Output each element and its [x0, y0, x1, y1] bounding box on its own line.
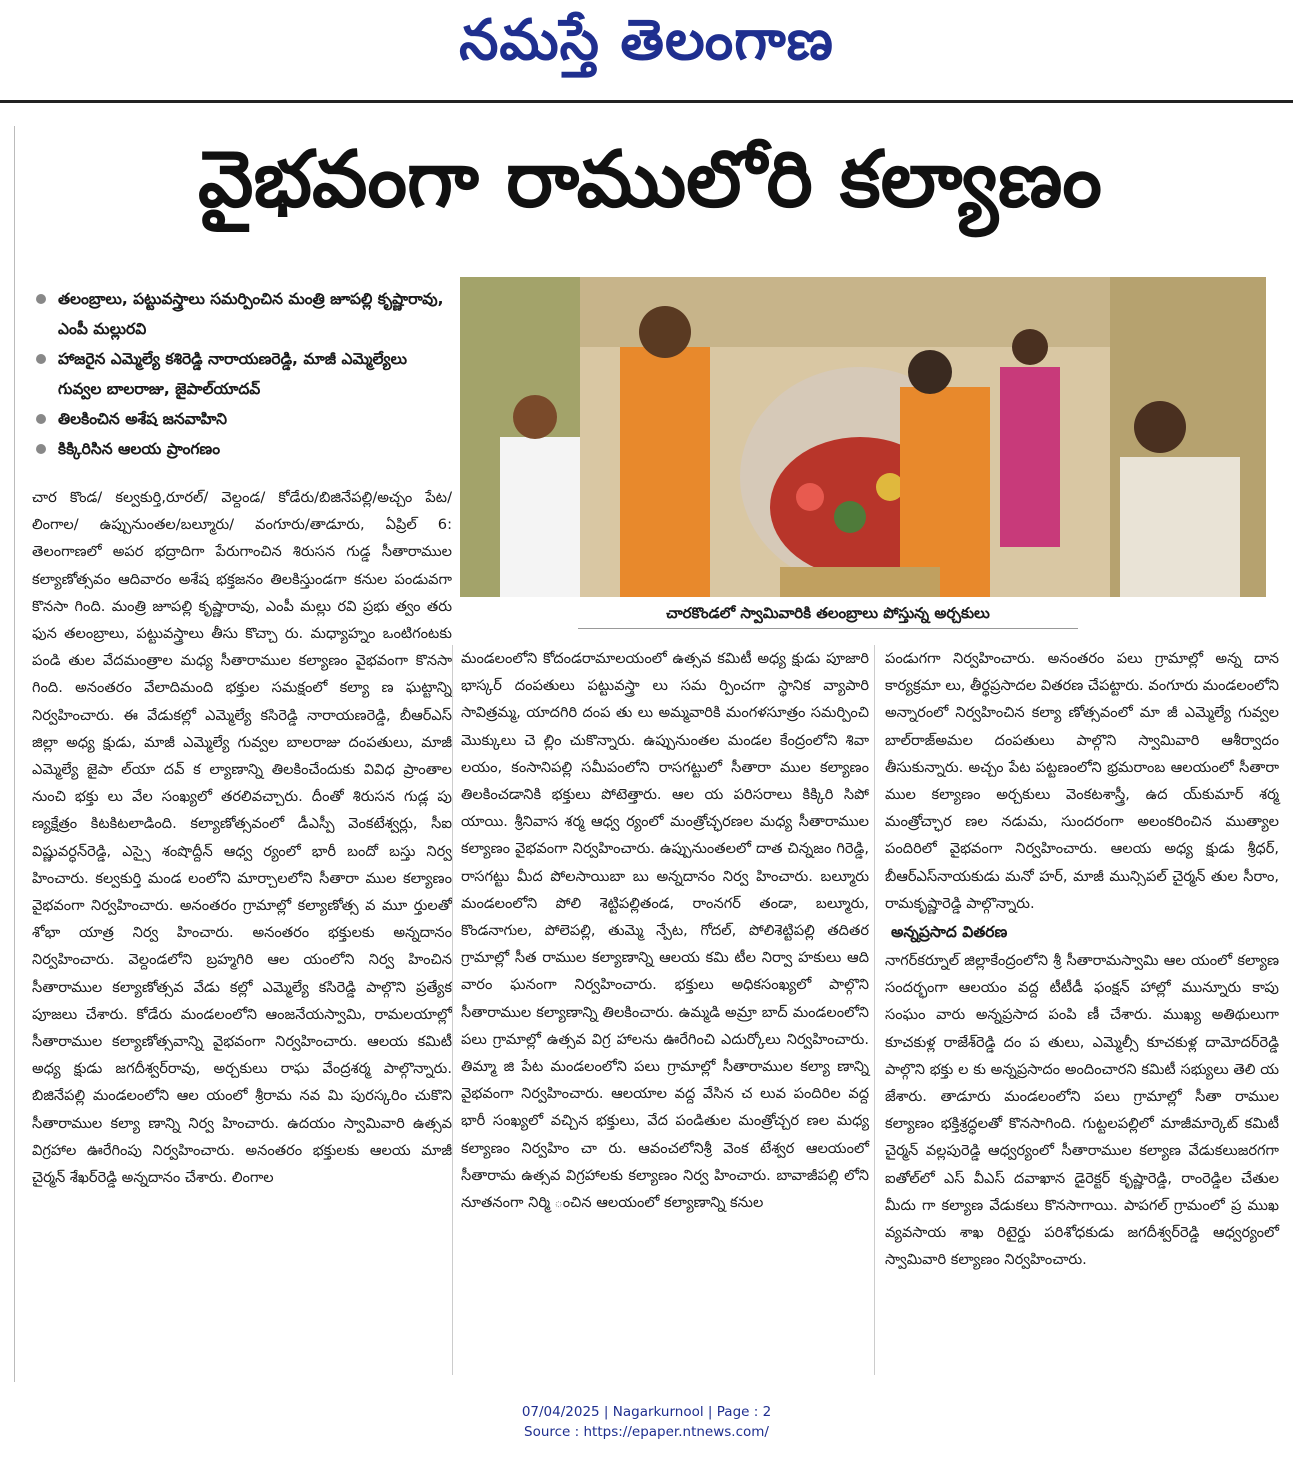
news-photo	[460, 277, 1266, 597]
page-border	[14, 126, 15, 1382]
article-headline: వైభవంగా రాములోరి కల్యాణం	[198, 135, 1102, 225]
bullet-item: హాజరైన ఎమ్మెల్యే కశిరెడ్డి నారాయణరెడ్డి, మాజీ ఎమ్మెల్యేలు గువ్వల బాలరాజు, జైపాల్‌యాదవ్	[32, 344, 452, 404]
article-column-2	[452, 645, 869, 1375]
bullet-item: తిలకించిన అశేష జనవాహిని	[32, 404, 452, 434]
highlight-bullets	[32, 284, 452, 464]
article-column-1	[32, 484, 452, 1191]
photo-caption: చారకొండలో స్వామివారికి తలంబ్రాలు పోస్తున్న అర్చకులు	[578, 598, 1078, 629]
masthead-divider	[0, 100, 1293, 103]
bullet-item: కిక్కిరిసిన ఆలయ ప్రాంగణం	[32, 434, 452, 464]
article-paragraph: పండుగగా నిర్వహించారు. అనంతరం పలు గ్రామాల్లో అన్న దాన కార్యక్రమా లు, తీర్థప్రసాదల వితరణ చేపట్టారు. వంగూరు మండలంలోని అన్నారంలో నిర్వహించిన కల్యా ణోత్సవంలో మా జీ ఎమ్మెల్యే గువ్వల బాల్‌రాజ్‌అమల దంపతులు పాల్గొని స్వామివారి ఆశీర్వాదం తీసుకున్నారు. అచ్చం పేట పట్టణంలోని భ్రమరాంబ ఆలయంలో సీతారా ముల కల్యాణం అర్చకులు వెంకటశాస్త్రీ, ఉద య్‌కుమార్ శర్మ మంత్రోచ్ఛార ణల నడుమ, సుందరంగా అలంకరించిన ముత్యాల పందిరిలో వైభవంగా నిర్వహించారు. ఆలయ అధ్య క్షుడు శ్రీధర్, బీఆర్‌ఎస్‌నాయకుడు మనో హర్, మాజీ మున్సిపల్ చైర్మన్ తుల సీరాం, రామకృష్ణారెడ్డి పాల్గొన్నారు.	[885, 650, 1279, 912]
page-footer	[0, 1402, 1293, 1442]
bullet-item: తలంబ్రాలు, పట్టువస్త్రాలు సమర్పించిన మంత్రి జూపల్లి కృష్ణారావు, ఎంపీ మల్లురవి	[32, 284, 452, 344]
article-paragraph: చార కొండ/ కల్వకుర్తి,రూరల్/ వెల్దండ/ కోడేరు/బిజినేపల్లి/అచ్చం పేట/ లింగాల/ ఉప్పునుంతల/బల్మూరు/ వంగూరు/తాడూరు, ఏప్రిల్ 6: తెలంగాణలో అపర భద్రాదిగా పేరుగాంచిన శిరుసన గుడ్డ సీతారాముల కల్యాణోత్సవం ఆదివారం అశేష భక్తజనం తిలకిస్తుండగా కనుల పండువగా కొనసా గింది. మంత్రి జూపల్లి కృష్ణారావు, ఎంపీ మల్లు రవి ప్రభు త్వం తరు ఫున తలంబ్రాలు, పట్టువస్త్రాలు తీసు కొచ్చా రు. మధ్యాహ్నం ఒంటిగంటకు పండి తుల వేదమంత్రాల మధ్య సీతారాముల కల్యాణం వైభవంగా కొనసా గింది. అనంతరం వేలాదిమంది భక్తుల సమక్షంలో కల్యా ణ ఘట్టాన్ని నిర్వహించారు. ఈ వేడుకల్లో ఎమ్మెల్యే కసిరెడ్డి నారాయణరెడ్డి, బీఆర్‌ఎస్ జిల్లా అధ్య క్షుడు, మాజీ ఎమ్మెల్యే గువ్వల బాలరాజు దంపతులు, మాజీ ఎమ్మెల్యే జైపా ల్‌యా దవ్ క ల్యాణాన్ని తిలకించేందుకు వివిధ ప్రాంతాల నుంచి భక్తు లు వేల సంఖ్యలో తరలివచ్చారు. దీంతో శిరుసన గుడ్ల పు ణ్యక్షేత్రం కిటకిటలాడింది. కల్యాణోత్సవంలో డీఎస్పీ వెంకటేశ్వర్లు, సీఐ విష్ణువర్ధన్‌రెడ్డి, ఎస్సై శంషొద్దీన్ ఆధ్వ ర్యంలో భారీ బందో బస్తు నిర్వ హించారు. కల్వకుర్తి మండ లంలోని మార్చాలలోని సీతారా ముల కల్యాణం వైభవంగా నిర్వహించారు. అనంతరం గ్రామాల్లో కల్యాణోత్స వ మూ ర్తులతో శోభా యాత్ర నిర్వ హించారు. అనంతరం భక్తులకు అన్నదానం నిర్వహించారు. వెల్దండలోని బ్రహ్మగిరి ఆల యంలోని నిర్వ హించిన సీతారాముల కల్యాణోత్సవ వేడు కల్లో ఎమ్మెల్యే కసిరెడ్డి పాల్గొని ప్రత్యేక పూజలు చేశారు. కోడేరు మండలంలోని ఆంజనేయస్వామి, రామలయాల్లో సీతారాముల కల్యాణోత్సవాన్ని వైభవంగా నిర్వహించారు. ఆలయ కమిటీ అధ్య క్షుడు జగదీశ్వర్‌రావు, అర్చకులు రాఘ వేంద్రశర్మ పాల్గొన్నారు. బిజినేపల్లి మండలంలోని ఆల యంలో శ్రీరామ నవ మి పురస్కరిం చుకొని సీతారాముల కల్యా ణాన్ని నిర్వ హించారు. ఉదయం స్వామివారి ఉత్సవ విగ్రహాల ఊరేగింపు నిర్వహించారు. అనంతరం భక్తులకు ఆలయ మాజీ చైర్మన్ శేఖర్‌రెడ్డి అన్నదానం చేశారు. లింగాల	[32, 489, 452, 1187]
article-paragraph: నాగర్‌కర్నూల్ జిల్లాకేంద్రంలోని శ్రీ సీతారామస్వామి ఆల యంలో కల్యాణ సందర్భంగా ఆలయం వద్ద టీటీడీ ఫంక్షన్ హాల్లో మున్నూరు కాపు సంఘం వారు అన్నప్రసాద పంపి ణీ చేశారు. ముఖ్య అతిథులుగా కూచకుళ్ల రాజేశ్‌రెడ్డి దం ప తులు, ఎమ్మెల్సీ కూచకుళ్ల దామోదర్‌రెడ్డి పాల్గొని భక్తు ల కు అన్నప్రసాదం అందించారని కమిటీ సభ్యులు తెలి య జేశారు. తాడూరు మండలంలోని పలు గ్రామాల్లో సీతా రాముల కల్యాణం భక్తిశ్రద్ధలతో కొనసాగింది. గుట్టలపల్లిలో మాజీమార్కెట్ కమిటీ చైర్మన్ వల్లపురెడ్డి ఆధ్వర్యంలో సీతారాముల కల్యాణ వేడుకలుజరగగా ఐతోల్‌లో ఎస్ వీఎస్ దవాఖాన డైరెక్టర్ కృష్ణారెడ్డి, రాంరెడ్డిల చేతుల మీదు గా కల్యాణ వేడుకలు కొనసాగాయి. పాపగల్ గ్రామంలో ప్ర ముఖ వ్యవసాయ శాఖ రిటైర్డు పరిశోధకుడు జగదీశ్వర్‌రెడ్డి ఆధ్వర్యంలో స్వామివారి కల్యాణం నిర్వహించారు.	[885, 952, 1279, 1269]
masthead-title: నమస్తే తెలంగాణ	[459, 8, 834, 73]
temple-ceremony-photo	[460, 277, 1266, 597]
source-link: Source : https://epaper.ntnews.com/	[524, 1424, 769, 1440]
section-subheading: అన్నప్రసాద వితరణ	[891, 923, 1008, 942]
edition-info: 07/04/2025 | Nagarkurnool | Page : 2	[521, 1404, 772, 1420]
article-paragraph: మండలంలోని కోదండరామాలయంలో ఉత్సవ కమిటీ అధ్య క్షుడు పూజారి భాస్కర్ దంపతులు పట్టువస్త్రా లు సమ ర్పించగా స్థానిక వ్యాపారి సావిత్రమ్మ, యాదగిరి దంప తు లు అమ్మవారికి మంగళసూత్రం సమర్పించి మొక్కులు చె ల్లిం చుకొన్నారు. ఉప్పునుంతల మండల కేంద్రంలోని శివా లయం, కంసానిపల్లి సమీపంలోని రాసగట్టులో సీతారా ముల కల్యాణం తిలకించడానికి భక్తులు పోటెత్తారు. ఆల య పరిసరాలు కిక్కిరి సిపో యాయి. శ్రీనివాస శర్మ ఆధ్వ ర్యంలో మంత్రోచ్ఛరణల మధ్య సీతారాముల కల్యాణం వైభవంగా నిర్వహించారు. ఉప్పునుంతలలో దాత చిన్నజం గిరెడ్డి, రాసగట్టు మీద పోలసాయిబా బు అన్నదానం నిర్వ హించారు. బల్మూరు మండలంలోని పోలి శెట్టిపల్లితండ, రాంనగర్ తండా, బల్మూరు, కొండనాగుల, పోలెపల్లి, తుమ్మె న్పేట, గోదల్, పోలిశెట్టిపల్లి తదితర గ్రామాల్లో సీత రాముల కల్యాణాన్ని ఆలయ కమి టీల నిర్వా హకులు ఆది వారం ఘనంగా నిర్వహించారు. భక్తులు అధికసంఖ్యలో పాల్గొని సీతారాముల కల్యాణాన్ని తిలకించారు. ఉమ్మడి అమ్రా బాద్ మండలంలోని పలు గ్రామాల్లో ఉత్సవ విగ్ర హాలను ఊరేగించి ఎదుర్కోలు నిర్వహించారు. తిమ్మా జి పేట మండలంలోని పలు గ్రామాల్లో సీతారాముల కల్యా ణాన్ని వైభవంగా నిర్వహించారు. ఆలయాల వద్ద వేసిన చ లువ పందిరిల వద్ద భారీ సంఖ్యలో వచ్చిన భక్తులు, వేద పండితుల మంత్రోచ్చర ణల మధ్య కల్యాణం నిర్వహిం చా రు. ఆవంచలోనిశ్రీ వెంక టేశ్వర ఆలయంలో సీతారామ ఉత్సవ విగ్రహాలకు కల్యాణం నిర్వ హించారు. బావాజీపల్లి లోని నూతనంగా నిర్మి ంచిన ఆలయంలో కల్యాణాన్ని కనుల	[461, 650, 869, 1212]
masthead	[0, 0, 1293, 100]
article-column-3	[874, 645, 1279, 1375]
